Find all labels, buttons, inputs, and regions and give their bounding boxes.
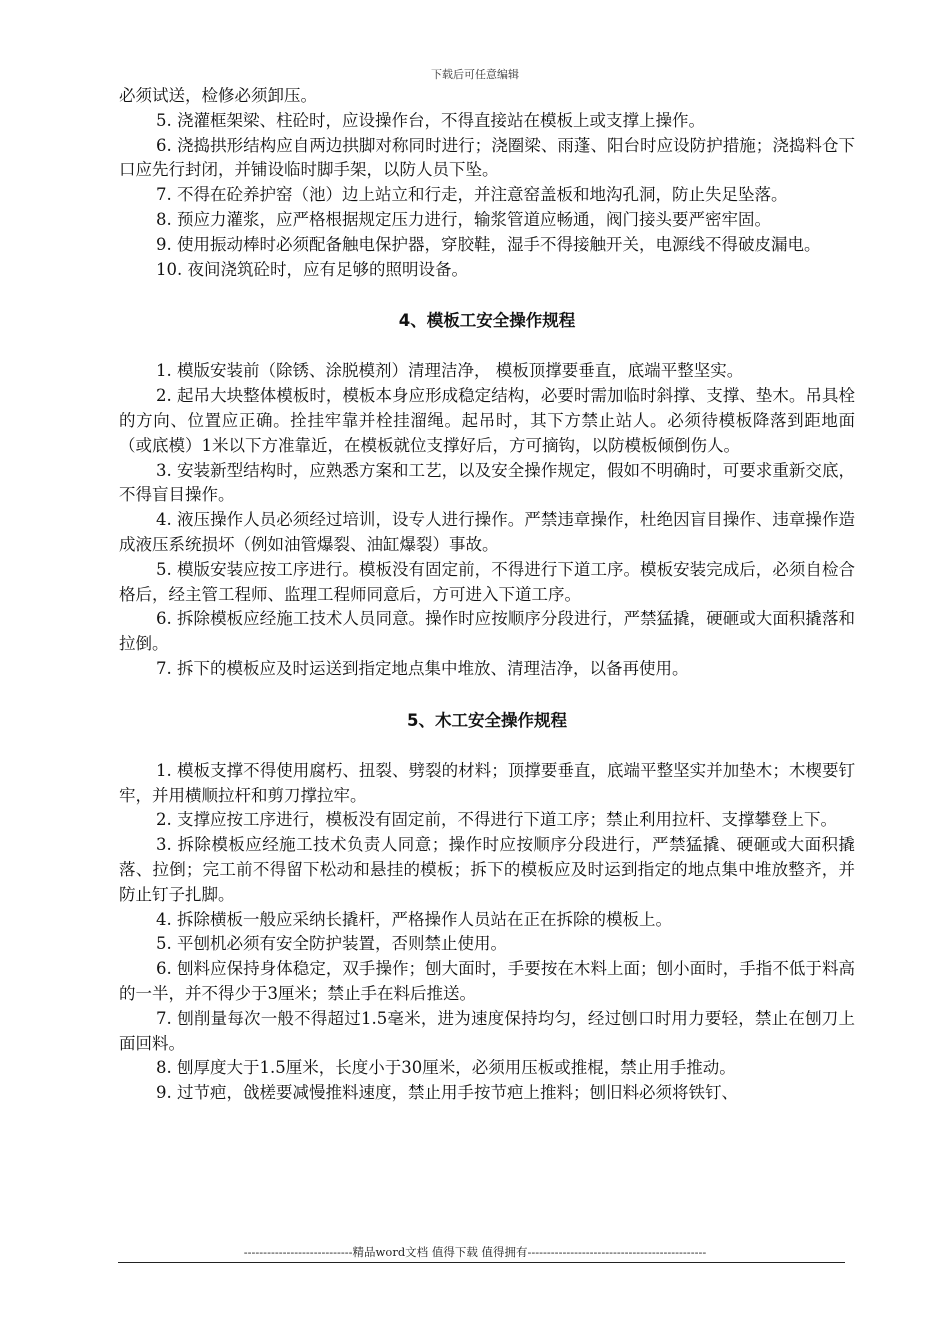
paragraph: 5. 浇灌框架梁、柱砼时，应设操作台，不得直接站在模板上或支撑上操作。: [156, 110, 705, 130]
paragraph: 7. 拆下的模板应及时运送到指定地点集中堆放、清理洁净，以备再使用。: [156, 658, 689, 678]
paragraph: 9. 使用振动棒时必须配备触电保护器，穿胶鞋，湿手不得接触开关，电源线不得破皮漏电。: [156, 234, 821, 254]
footer-divider: [118, 1262, 845, 1263]
paragraph: 6. 浇捣拱形结构应自两边拱脚对称同时进行；浇圈梁、雨蓬、阳台时应设防护措施；浇捣料仓下口应先行封闭，并铺设临时脚手架，以防人员下坠。: [119, 135, 855, 180]
paragraph: 2. 支撑应按工序进行，模板没有固定前，不得进行下道工序；禁止利用拉杆、支撑攀登上下。: [156, 810, 837, 830]
paragraph: 5. 模版安装应按工序进行。模板没有固定前，不得进行下道工序。模板安装完成后，必须自检合格后，经主管工程师、监理工程师同意后，方可进入下道工序。: [119, 559, 855, 604]
section-heading: 4、模板工安全操作规程: [398, 311, 576, 331]
paragraph: 9. 过节疤，戗槎要减慢推料速度，禁止用手按节疤上推料；刨旧料必须将铁钉、: [156, 1083, 738, 1103]
paragraph: 1. 模板支撑不得使用腐朽、扭裂、劈裂的材料；顶撑要垂直，底端平整坚实并加垫木；木楔要钉牢，并用横顺拉杆和剪刀撑拉牢。: [119, 760, 855, 805]
paragraph: 7. 刨削量每次一般不得超过1.5毫米，进为速度保持均匀，经过刨口时用力要轻，禁止在刨刀上面回料。: [119, 1008, 855, 1053]
paragraph: 7. 不得在砼养护窑（池）边上站立和行走，并注意窑盖板和地沟孔洞，防止失足坠落。: [156, 185, 788, 205]
paragraph: 10. 夜间浇筑砼时，应有足够的照明设备。: [156, 259, 468, 279]
page-footer: ----------------------------精品word文档 值得下载 值得拥有----------------------------------------------: [243, 1245, 707, 1259]
paragraph: 4. 拆除横板一般应采纳长撬杆，严格操作人员站在正在拆除的模板上。: [156, 909, 672, 929]
paragraph: 6. 刨料应保持身体稳定，双手操作；刨大面时，手要按在木料上面；刨小面时，手指不低于料高的一半，并不得少于3厘米；禁止手在料后推送。: [119, 959, 855, 1003]
paragraph: 5. 平刨机必须有安全防护装置，否则禁止使用。: [156, 934, 507, 954]
paragraph: 3. 安装新型结构时，应熟悉方案和工艺，以及安全操作规定，假如不明确时，可要求重新交底，不得盲目操作。: [119, 460, 855, 505]
paragraph: 6. 拆除模板应经施工技术人员同意。操作时应按顺序分段进行，严禁猛撬，硬砸或大面积撬落和拉倒。: [119, 609, 855, 654]
page-header: 下载后可任意编辑: [431, 68, 519, 81]
paragraph: 2. 起吊大块整体模板时，模板本身应形成稳定结构，必要时需加临时斜撑、支撑、垫木。吊具栓的方向、位置应正确。拴挂牢靠并栓挂溜绳。起吊时，其下方禁止站人。必须待模板降落到距地面（或底模）1米以下方准靠近，在模板就位支撑好后，方可摘钩，以防模板倾倒伤人。: [119, 386, 855, 455]
paragraph: 8. 刨厚度大于1.5厘米，长度小于30厘米，必须用压板或推棍，禁止用手推动。: [156, 1058, 736, 1078]
paragraph: 必须试送，检修必须卸压。: [119, 86, 317, 105]
paragraph: 4. 液压操作人员必须经过培训，设专人进行操作。严禁违章操作，杜绝因盲目操作、违章操作造成液压系统损坏（例如油管爆裂、油缸爆裂）事故。: [119, 510, 855, 554]
paragraph: 8. 预应力灌浆，应严格根据规定压力进行，输浆管道应畅通，阀门接头要严密牢固。: [156, 209, 771, 229]
paragraph: 3. 拆除模板应经施工技术负责人同意；操作时应按顺序分段进行，严禁猛撬、硬砸或大面积撬落、拉倒；完工前不得留下松动和悬挂的模板；拆下的模板应及时运到指定的地点集中堆放整齐，并防止钉子扎脚。: [119, 835, 855, 904]
section-heading: 5、木工安全操作规程: [407, 710, 567, 730]
document-body: [119, 84, 855, 1106]
paragraph: 1. 模版安装前（除锈、涂脱模剂）清理洁净， 模板顶撑要垂直，底端平整坚实。: [156, 361, 744, 381]
